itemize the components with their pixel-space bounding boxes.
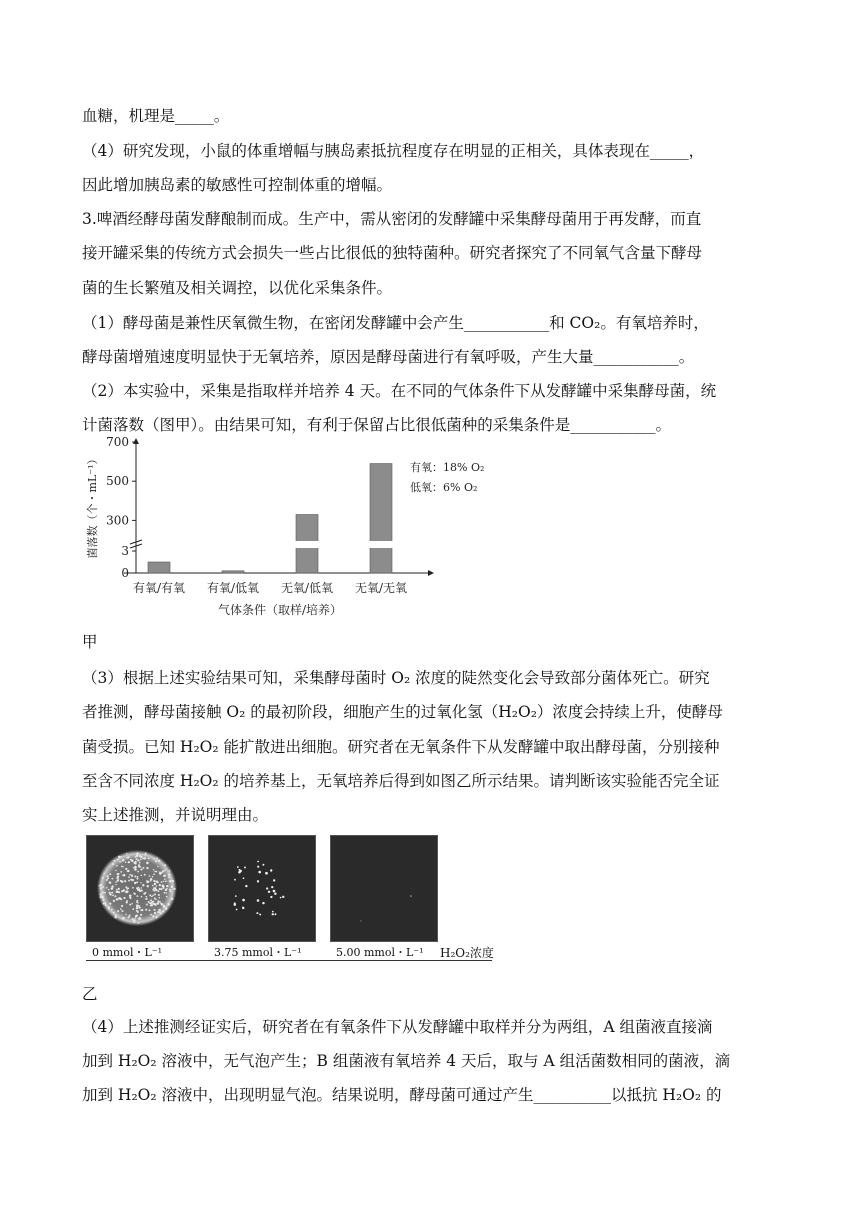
panel-label: 5.00 mmol・L⁻¹ bbox=[336, 946, 424, 959]
text-line: 血糖，机理是_____。 bbox=[82, 107, 230, 125]
x-tick-label: 无氧/无氧 bbox=[354, 581, 408, 595]
h2o2-axis-label: H₂O₂浓度 bbox=[440, 946, 494, 960]
text-line: （4）上述推测经证实后，研究者在有氧条件下从发酵罐中取样并分为两组，A 组菌液直接滴 bbox=[82, 1018, 713, 1036]
y-tick-label: 0 bbox=[121, 566, 129, 580]
panel-label: 3.75 mmol・L⁻¹ bbox=[214, 946, 302, 959]
plate-photo-3-75mmol bbox=[208, 835, 316, 942]
x-axis-arrow bbox=[428, 570, 434, 576]
text-line: 者推测，酵母菌接触 O₂ 的最初阶段，细胞产生的过氧化氢（H₂O₂）浓度会持续上升，使酵母 bbox=[82, 703, 723, 721]
text-line: 加到 H₂O₂ 溶液中，无气泡产生；B 组菌液有氧培养 4 天后，取与 A 组活菌数相同的菌液，滴 bbox=[82, 1052, 731, 1070]
text-line: 菌受损。已知 H₂O₂ 能扩散进出细胞。研究者在无氧条件下从发酵罐中取出酵母菌，分别接种 bbox=[82, 738, 720, 756]
text-line: 因此增加胰岛素的敏感性可控制体重的增幅。 bbox=[82, 176, 393, 194]
figure-b-axis-line bbox=[86, 960, 492, 961]
sparse-colony-image bbox=[209, 836, 315, 941]
text-line: 至含不同浓度 H₂O₂ 的培养基上，无氧培养后得到如图乙所示结果。请判断该实验能否完全证 bbox=[82, 772, 720, 790]
y-tick-label: 300 bbox=[106, 513, 129, 528]
plate-photo-5-00mmol bbox=[330, 835, 438, 942]
bar-break-gap bbox=[295, 541, 319, 548]
figure-b-caption: 乙 bbox=[82, 985, 98, 1003]
y-axis-label: 菌落数（个・mL⁻¹） bbox=[86, 453, 99, 559]
text-line: 接开罐采集的传统方式会损失一些占比很低的独特菌种。研究者探究了不同氧气含量下酵母 bbox=[82, 244, 703, 262]
figure-a-caption: 甲 bbox=[82, 633, 98, 651]
text-line: （3）根据上述实验结果可知，采集酵母菌时 O₂ 浓度的陡然变化会导致部分菌体死亡。研究 bbox=[82, 669, 710, 687]
x-axis-label: 气体条件（取样/培养） bbox=[217, 603, 343, 617]
bar bbox=[222, 571, 244, 573]
legend-hypoxic: 低氧：6% O₂ bbox=[410, 481, 478, 494]
x-tick-label: 无氧/低氧 bbox=[280, 581, 334, 595]
legend-aerobic: 有氧：18% O₂ bbox=[410, 461, 485, 474]
text-line: （1）酵母菌是兼性厌氧微生物，在密闭发酵罐中会产生___________和 CO₂。有氧培养时， bbox=[82, 314, 709, 332]
bar bbox=[370, 464, 392, 573]
text-line: 3.啤酒经酵母菌发酵酿制而成。生产中，需从密闭的发酵罐中采集酵母菌用于再发酵，而直 bbox=[82, 210, 702, 228]
y-tick-label: 700 bbox=[106, 435, 129, 449]
dense-colony-image bbox=[87, 836, 193, 941]
text-line: （2）本实验中，采集是指取样并培养 4 天。在不同的气体条件下从发酵罐中采集酵母菌，统 bbox=[82, 382, 717, 400]
text-line: 实上述推测，并说明理由。 bbox=[82, 806, 269, 824]
bar bbox=[148, 562, 170, 573]
text-line: 计菌落数（图甲）。由结果可知，有利于保留占比很低菌种的采集条件是___________。 bbox=[82, 416, 672, 434]
panel-label: 0 mmol・L⁻¹ bbox=[92, 946, 163, 959]
y-tick-label: 500 bbox=[106, 474, 129, 489]
empty-plate-image bbox=[331, 836, 437, 941]
x-tick-label: 有氧/低氧 bbox=[206, 581, 260, 595]
y-axis-arrow bbox=[133, 438, 139, 444]
text-line: 酵母菌增殖速度明显快于无氧培养，原因是酵母菌进行有氧呼吸，产生大量___________。 bbox=[82, 348, 695, 366]
text-line: 加到 H₂O₂ 溶液中，出现明显气泡。结果说明，酵母菌可通过产生__________以抵抗 H₂O₂ 的 bbox=[82, 1086, 722, 1104]
x-tick-label: 有氧/有氧 bbox=[132, 581, 186, 595]
plate-photo-0mmol bbox=[86, 835, 194, 942]
bar-break-gap bbox=[369, 541, 393, 548]
text-line: （4）研究发现，小鼠的体重增幅与胰岛素抵抗程度存在明显的正相关，具体表现在_____， bbox=[82, 142, 705, 160]
text-line: 菌的生长繁殖及相关调控，以优化采集条件。 bbox=[82, 279, 393, 297]
y-tick-label: 3 bbox=[121, 544, 129, 558]
colony-count-chart bbox=[84, 435, 485, 622]
